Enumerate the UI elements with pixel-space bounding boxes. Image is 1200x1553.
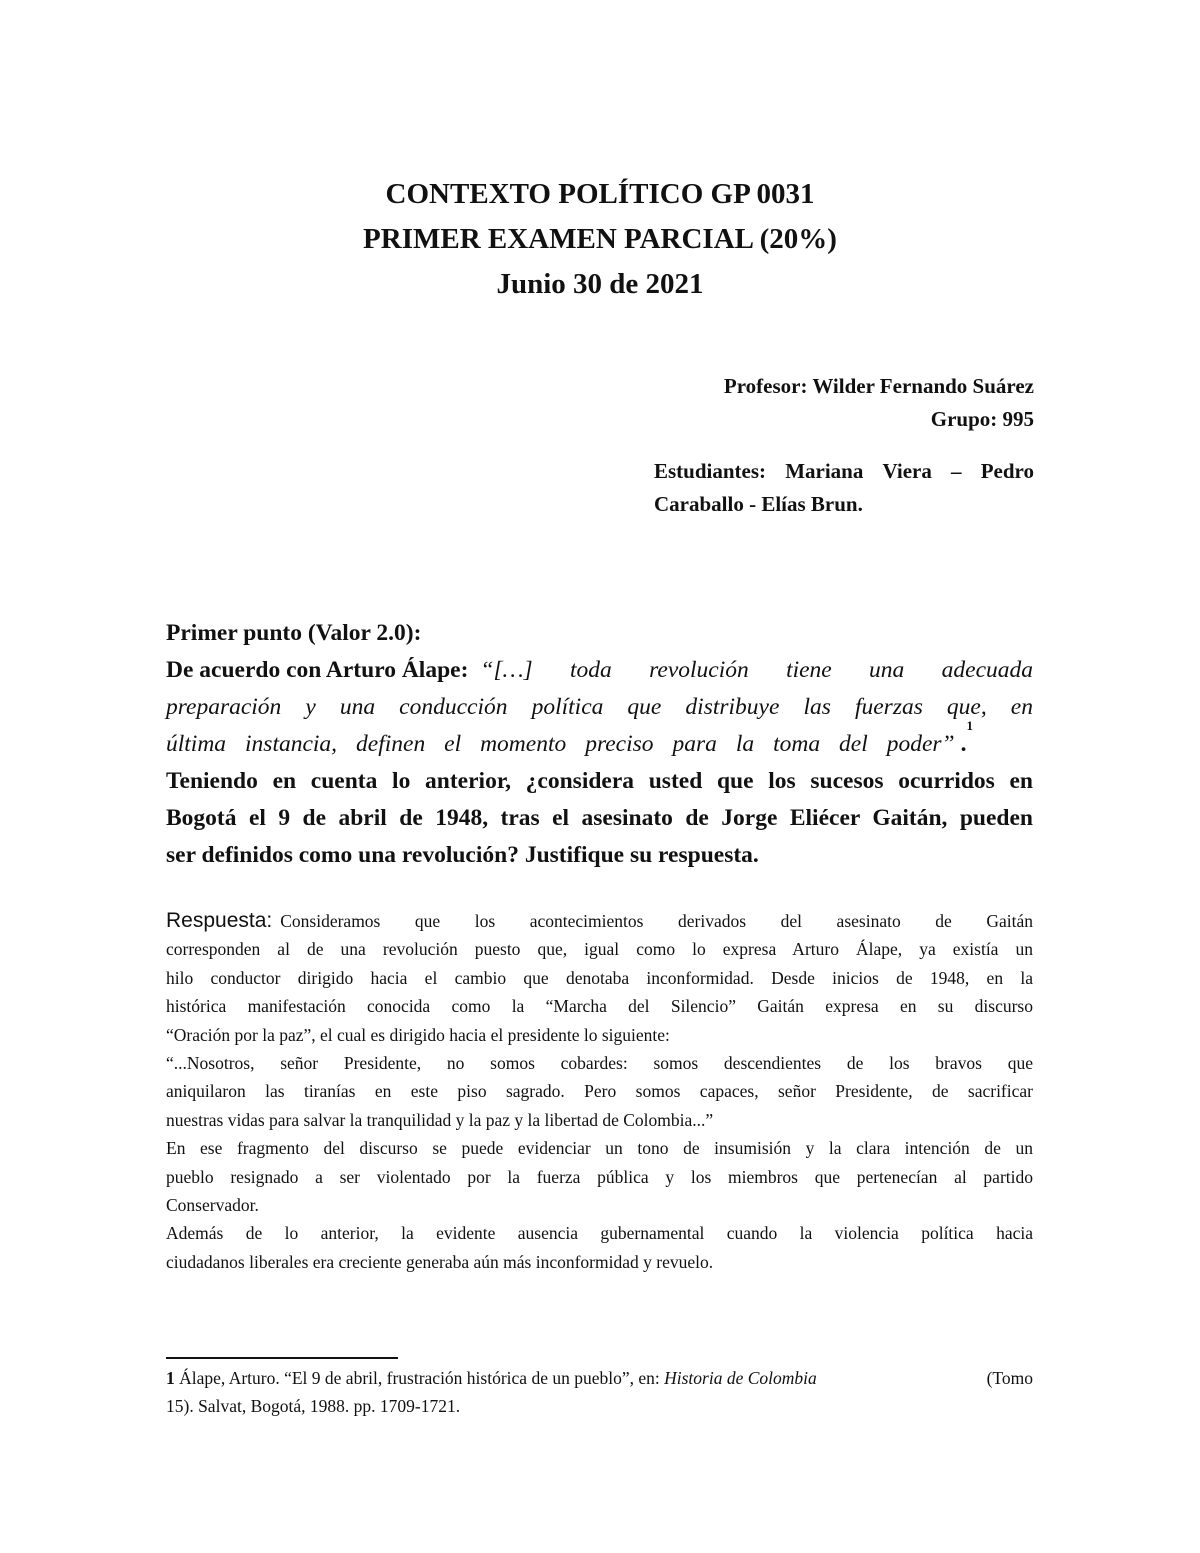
quote-text-3: última instancia, definen el momento preciso para la toma del poder” <box>166 731 955 757</box>
speech-quote-line: “...Nosotros, señor Presidente, no somos cobardes: somos descendientes de los bravos que <box>166 1053 1033 1074</box>
answer-line: corresponden al de una revolución puesto que, igual como lo expresa Arturo Álape, ya existía un <box>166 939 1033 960</box>
prompt-text-2: Bogotá el 9 de abril de 1948, tras el asesinato de Jorge Eliécer Gaitán, pueden <box>166 805 1033 831</box>
speech-quote-line: aniquilaron las tiranías en este piso sagrado. Pero somos capaces, señor Presidente, de sacrificar <box>166 1081 1033 1102</box>
student-separator: – <box>951 459 962 483</box>
exam-date: Junio 30 de 2021 <box>496 268 704 300</box>
footnote-text-b: (Tomo <box>986 1368 1033 1388</box>
students-line-2: Caraballo - Elías Brun. <box>654 492 863 516</box>
footnote-line-2: 15). Salvat, Bogotá, 1988. pp. 1709-1721. <box>166 1396 461 1416</box>
question-prompt-line-2 <box>166 800 1033 837</box>
answer-block <box>166 907 1033 1276</box>
speech-quote-line: nuestras vidas para salvar la tranquilidad y la paz y la libertad de Colombia...” <box>166 1109 714 1130</box>
answer-line: En ese fragmento del discurso se puede evidenciar un tono de insumisión y la clara intención de un <box>166 1138 1033 1159</box>
professor-group-block <box>724 370 1034 436</box>
quote-line-2 <box>166 689 1033 726</box>
question-heading: Primer punto (Valor 2.0): <box>166 620 422 646</box>
answer-line: pueblo resignado a ser violentado por la fuerza pública y los miembros que pertenecían al partido <box>166 1166 1033 1187</box>
answer-line: Además de lo anterior, la evidente ausencia gubernamental cuando la violencia política hacia <box>166 1223 1033 1244</box>
student-word: Mariana <box>785 459 864 483</box>
answer-line: ciudadanos liberales era creciente generaba aún más inconformidad y revuelo. <box>166 1251 714 1272</box>
question-prompt-line-1 <box>166 763 1033 800</box>
course-title: CONTEXTO POLÍTICO GP 0031 <box>385 178 815 210</box>
answer-label: Respuesta: <box>166 909 273 932</box>
prompt-text-1: Teniendo en cuenta lo anterior, ¿considera usted que los sucesos ocurridos en <box>166 768 1033 794</box>
footnote-block <box>166 1364 1033 1420</box>
answer-text: Consideramos que los acontecimientos derivados del asesinato de Gaitán <box>280 911 1033 931</box>
question-block <box>166 615 1033 874</box>
footnote-text-a: Álape, Arturo. “El 9 de abril, frustración histórica de un pueblo”, en: <box>179 1368 660 1388</box>
question-prompt-line-3 <box>166 837 1033 874</box>
document-title-block <box>0 172 1200 307</box>
prompt-text-3: ser definidos como una revolución? Justifique su respuesta. <box>166 842 759 868</box>
footnote-separator <box>166 1357 398 1359</box>
quote-text-1: “[…] toda revolución tiene una adecuada <box>480 657 1033 683</box>
group-number: Grupo: 995 <box>930 407 1034 431</box>
students-block <box>654 455 1034 521</box>
footnote-line-1 <box>166 1364 1033 1392</box>
professor-name: Profesor: Wilder Fernando Suárez <box>723 374 1034 398</box>
student-word: Pedro <box>980 459 1034 483</box>
quote-line-1 <box>480 652 1033 689</box>
quote-line-3 <box>166 718 1033 763</box>
quote-end: . <box>960 731 967 757</box>
footnote-book-title: Historia de Colombia <box>664 1368 817 1388</box>
student-word: Viera <box>882 459 932 483</box>
answer-line: hilo conductor dirigido hacia el cambio que denotaba inconformidad. Desde inicios de 1948, en la <box>166 967 1033 988</box>
answer-line: Conservador. <box>166 1195 259 1216</box>
answer-line-1 <box>166 907 1033 935</box>
answer-line: “Oración por la paz”, el cual es dirigido hacia el presidente lo siguiente: <box>166 1024 670 1045</box>
answer-line: histórica manifestación conocida como la “Marcha del Silencio” Gaitán expresa en su discurso <box>166 996 1033 1017</box>
students-label: Estudiantes: <box>654 459 767 483</box>
footnote-reference: 1 <box>966 718 973 733</box>
quote-text-2: preparación y una conducción política que distribuye las fuerzas que, en <box>166 694 1033 720</box>
question-line-1 <box>166 652 1033 689</box>
students-line-1 <box>654 455 1034 488</box>
question-intro: De acuerdo con Arturo Álape: <box>166 657 469 683</box>
exam-title: PRIMER EXAMEN PARCIAL (20%) <box>363 223 837 255</box>
footnote-number: 1 <box>166 1368 175 1388</box>
